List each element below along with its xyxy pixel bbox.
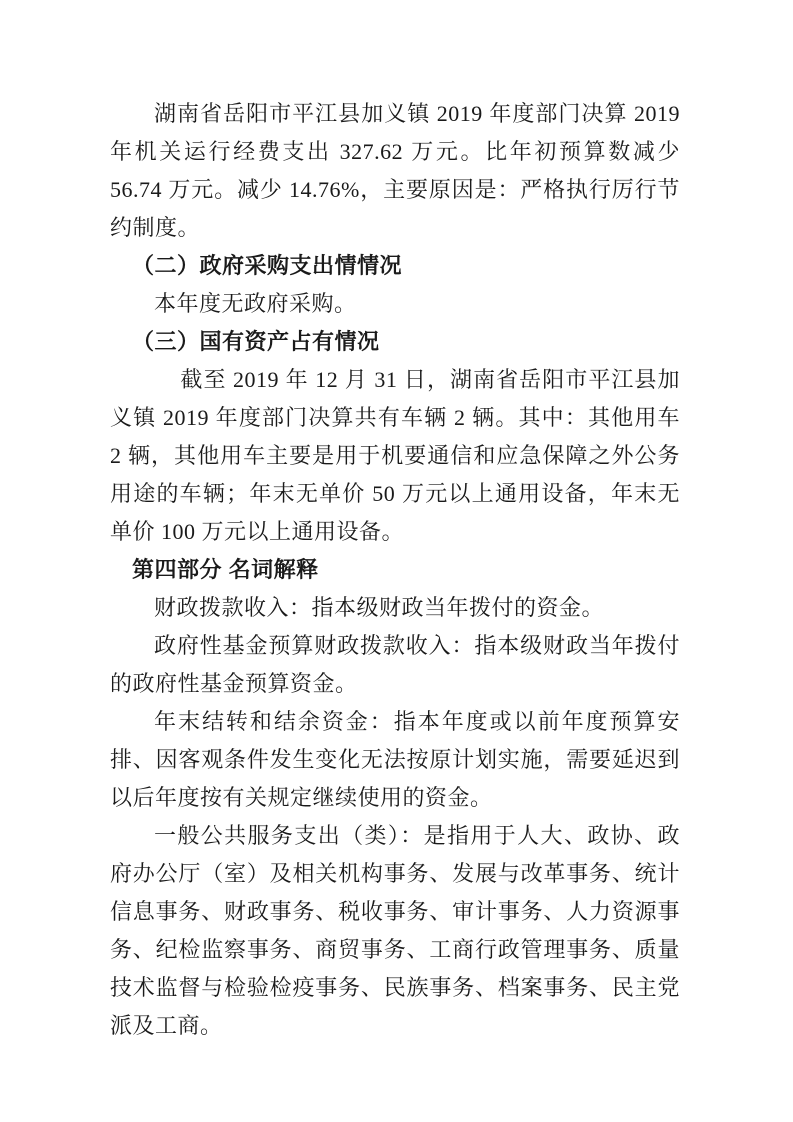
section-heading-government-procurement: （二）政府采购支出情情况 bbox=[132, 253, 403, 278]
section-heading-state-assets: （三）国有资产占有情况 bbox=[132, 329, 380, 354]
paragraph-state-assets-vehicles: 截至 2019 年 12 月 31 日，湖南省岳阳市平江县加义镇 2019 年度部门决算共有车辆 2 辆。其中：其他用车 2 辆，其他用车主要是用于机要通信和应急保障之外公务用途的车辆；年末无单价 50 万元以上通用设备，年末无单价 100 万元以上通用设备。 bbox=[110, 367, 680, 544]
paragraph-no-procurement: 本年度无政府采购。 bbox=[154, 291, 357, 316]
paragraph-def-fiscal-appropriation-income: 财政拨款收入：指本级财政当年拨付的资金。 bbox=[154, 595, 605, 620]
paragraph-def-year-end-carryover-funds: 年末结转和结余资金：指本年度或以前年度预算安排、因客观条件发生变化无法按原计划实施，需要延迟到以后年度按有关规定继续使用的资金。 bbox=[110, 709, 680, 810]
paragraph-def-government-fund-budget-income: 政府性基金预算财政拨款收入：指本级财政当年拨付的政府性基金预算资金。 bbox=[110, 633, 680, 696]
paragraph-operating-expenses: 湖南省岳阳市平江县加义镇 2019 年度部门决算 2019 年机关运行经费支出 327.62 万元。比年初预算数减少 56.74 万元。减少 14.76%，主要原因是：严格执行厉行节约制度。 bbox=[110, 101, 680, 240]
paragraph-def-general-public-service-expenditure: 一般公共服务支出（类）：是指用于人大、政协、政府办公厅（室）及相关机构事务、发展与改革事务、统计信息事务、财政事务、税收事务、审计事务、人力资源事务、纪检监察事务、商贸事务、工商行政管理事务、质量技术监督与检验检疫事务、民族事务、档案事务、民主党派及工商。 bbox=[110, 823, 680, 1038]
part-heading-glossary: 第四部分 名词解释 bbox=[132, 557, 319, 582]
